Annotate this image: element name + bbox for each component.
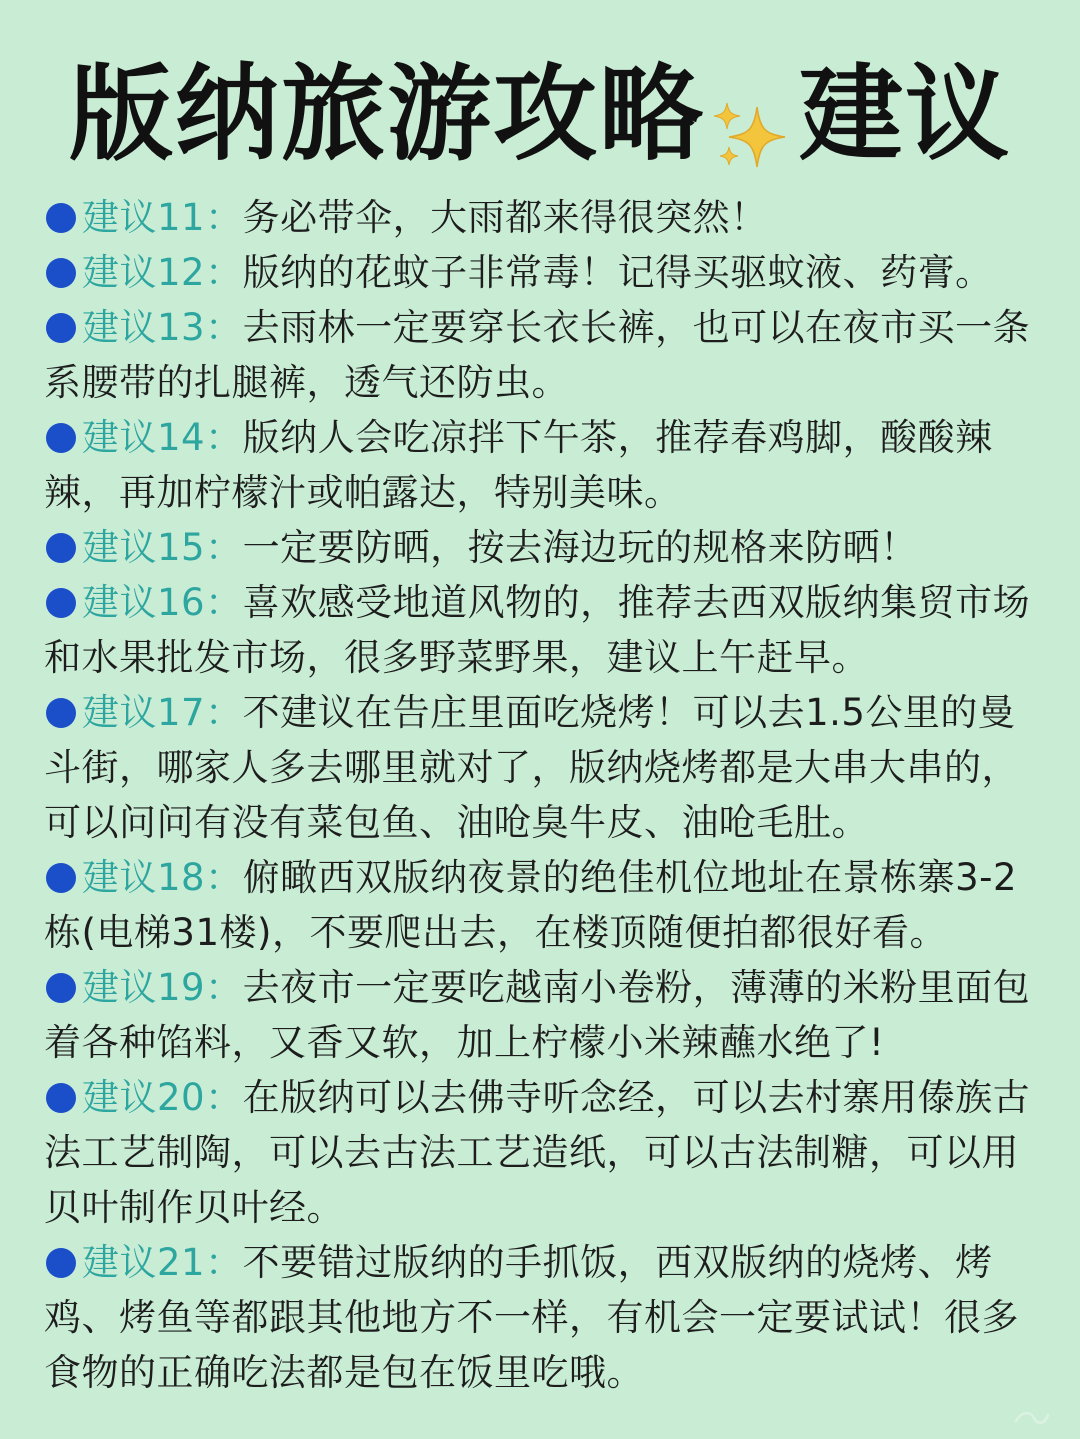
bullet-dot-icon [46, 203, 76, 233]
tip-text: 喜欢感受地道风物的，推荐去西双版纳集贸市场和水果批发市场，很多野菜野果，建议上午赶早。 [44, 581, 1031, 679]
list-item [44, 245, 1034, 300]
bullet-dot-icon [46, 1083, 76, 1113]
bullet-dot-icon [46, 588, 76, 618]
tip-label: 建议14： [82, 416, 243, 459]
list-item [44, 1235, 1034, 1400]
tip-text: 俯瞰西双版纳夜景的绝佳机位地址在景栋寨3-2栋(电梯31楼)，不要爬出去，在楼顶随便拍都很好看。 [44, 856, 1018, 954]
tip-text: 去夜市一定要吃越南小卷粉，薄薄的米粉里面包着各种馅料，又香又软，加上柠檬小米辣蘸水绝了! [44, 966, 1031, 1064]
title-right: 建议 [799, 53, 1012, 175]
tip-text: 不要错过版纳的手抓饭，西双版纳的烧烤、烤鸡、烤鱼等都跟其他地方不一样，有机会一定要试试！很多食物的正确吃法都是包在饭里吃哦。 [44, 1241, 1019, 1394]
tip-text: 一定要防晒，按去海边玩的规格来防晒！ [242, 526, 918, 569]
list-item [44, 850, 1034, 960]
tips-list [44, 190, 1034, 1400]
list-item [44, 960, 1034, 1070]
tip-label: 建议19： [82, 966, 243, 1009]
tip-text: 版纳人会吃凉拌下午茶，推荐春鸡脚，酸酸辣辣，再加柠檬汁或帕露达，特别美味。 [44, 416, 993, 514]
bullet-dot-icon [46, 1248, 76, 1278]
sparkles-icon [711, 77, 789, 155]
tip-label: 建议11： [82, 196, 243, 239]
tip-label: 建议17： [82, 691, 243, 734]
tip-text: 务必带伞，大雨都来得很突然！ [242, 196, 768, 239]
title-left: 版纳旅游攻略 [68, 53, 705, 175]
tip-text: 去雨林一定要穿长衣长裤，也可以在夜市买一条系腰带的扎腿裤，透气还防虫。 [44, 306, 1031, 404]
bullet-dot-icon [46, 313, 76, 343]
tip-label: 建议21： [82, 1241, 243, 1284]
bullet-dot-icon [46, 698, 76, 728]
list-item [44, 1070, 1034, 1235]
tip-text: 不建议在告庄里面吃烧烤！可以去1.5公里的曼斗街，哪家人多去哪里就对了，版纳烧烤都是大串大串的，可以问问有没有菜包鱼、油呛臭牛皮、油呛毛肚。 [44, 691, 1019, 844]
bullet-dot-icon [46, 973, 76, 1003]
list-item [44, 685, 1034, 850]
bullet-dot-icon [46, 258, 76, 288]
watermark-icon [1012, 1407, 1052, 1429]
tip-label: 建议12： [82, 251, 243, 294]
bullet-dot-icon [46, 533, 76, 563]
page-title [0, 52, 1080, 176]
list-item [44, 575, 1034, 685]
list-item [44, 410, 1034, 520]
tip-label: 建议20： [82, 1076, 243, 1119]
list-item [44, 190, 1034, 245]
tip-label: 建议15： [82, 526, 243, 569]
tip-label: 建议13： [82, 306, 243, 349]
bullet-dot-icon [46, 863, 76, 893]
tip-text: 版纳的花蚊子非常毒！记得买驱蚊液、药膏。 [242, 251, 993, 294]
bullet-dot-icon [46, 423, 76, 453]
list-item [44, 520, 1034, 575]
tip-label: 建议18： [82, 856, 243, 899]
list-item [44, 300, 1034, 410]
tip-text: 在版纳可以去佛寺听念经，可以去村寨用傣族古法工艺制陶，可以去古法工艺造纸，可以古法制糖，可以用贝叶制作贝叶经。 [44, 1076, 1031, 1229]
tip-label: 建议16： [82, 581, 243, 624]
